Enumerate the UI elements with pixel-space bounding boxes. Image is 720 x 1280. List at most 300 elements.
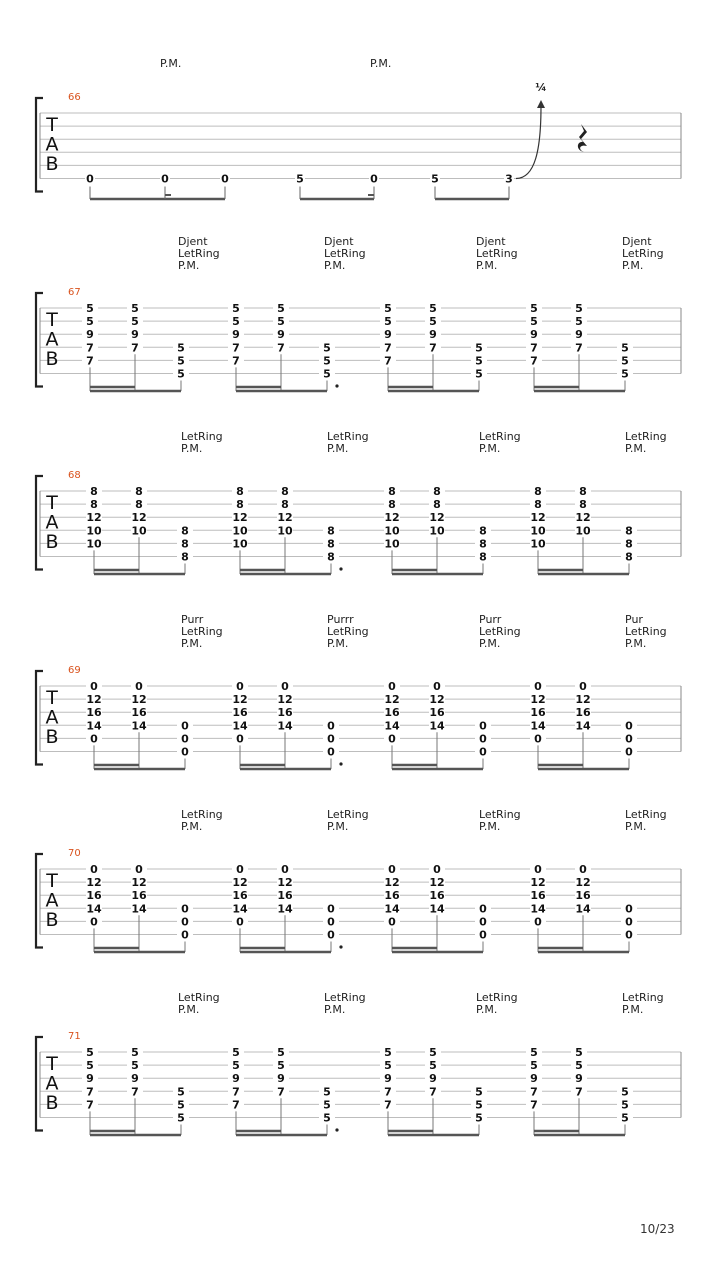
- technique-label: P.M.: [327, 442, 349, 455]
- fret-number: 12: [232, 511, 248, 525]
- fret-number: 7: [277, 1085, 285, 1099]
- technique-label: LetRing: [625, 808, 667, 821]
- tab-clef-letter: B: [45, 348, 59, 370]
- fret-number: 0: [221, 172, 229, 186]
- tab-clef-letter: T: [46, 870, 58, 892]
- technique-label: LetRing: [476, 247, 518, 260]
- technique-label: P.M.: [479, 820, 501, 833]
- technique-label: P.M.: [476, 1003, 498, 1016]
- technique-label: LetRing: [178, 247, 220, 260]
- technique-label: Purr: [479, 613, 502, 626]
- fret-number: 16: [384, 706, 400, 720]
- tab-clef-letter: B: [45, 153, 59, 175]
- dot: [339, 945, 342, 948]
- fret-number: 5: [621, 1111, 629, 1125]
- fret-number: 12: [277, 876, 293, 890]
- fret-number: 12: [530, 511, 546, 525]
- fret-number: 16: [575, 706, 591, 720]
- fret-number: 12: [384, 511, 400, 525]
- technique-label: LetRing: [178, 991, 220, 1004]
- technique-label: LetRing: [181, 808, 223, 821]
- fret-number: 0: [479, 928, 487, 942]
- technique-label: LetRing: [479, 808, 521, 821]
- fret-number: 0: [327, 732, 335, 746]
- fret-number: 16: [429, 889, 445, 903]
- fret-number: 5: [86, 1059, 94, 1073]
- technique-label: LetRing: [327, 430, 369, 443]
- fret-number: 5: [384, 315, 392, 329]
- fret-number: 5: [86, 315, 94, 329]
- fret-number: 5: [86, 1046, 94, 1059]
- fret-number: 0: [181, 732, 189, 746]
- fret-number: 5: [131, 1059, 139, 1073]
- fret-number: 16: [131, 889, 147, 903]
- fret-number: 8: [181, 537, 189, 551]
- technique-label: P.M.: [327, 637, 349, 650]
- fret-number: 9: [530, 328, 538, 342]
- fret-number: 5: [277, 302, 285, 315]
- fret-number: 5: [277, 1059, 285, 1073]
- fret-number: 5: [323, 1098, 331, 1112]
- fret-number: 0: [236, 863, 244, 876]
- fret-number: 5: [575, 302, 583, 315]
- fret-number: 5: [323, 1111, 331, 1125]
- technique-label: LetRing: [476, 991, 518, 1004]
- fret-number: 10: [429, 524, 445, 538]
- fret-number: 0: [161, 172, 169, 186]
- tab-clef-letter: T: [46, 309, 58, 331]
- fret-number: 9: [429, 1072, 437, 1086]
- tab-clef-letter: T: [46, 492, 58, 514]
- fret-number: 10: [384, 537, 400, 551]
- fret-number: 0: [236, 732, 244, 746]
- fret-number: 5: [431, 172, 439, 186]
- fret-number: 16: [86, 706, 102, 720]
- fret-number: 0: [625, 902, 633, 916]
- fret-number: 7: [384, 1098, 392, 1112]
- fret-number: 0: [625, 719, 633, 733]
- fret-number: 14: [530, 902, 546, 916]
- fret-number: 8: [236, 485, 244, 498]
- fret-number: 14: [277, 902, 293, 916]
- fret-number: 8: [534, 498, 542, 512]
- technique-label: P.M.: [625, 637, 647, 650]
- fret-number: 5: [530, 302, 538, 315]
- tab-clef-letter: A: [45, 706, 59, 729]
- technique-label: P.M.: [327, 820, 349, 833]
- fret-number: 0: [534, 732, 542, 746]
- fret-number: 7: [232, 341, 240, 355]
- fret-number: 16: [384, 889, 400, 903]
- fret-number: 0: [327, 915, 335, 929]
- fret-number: 7: [575, 341, 583, 355]
- fret-number: 5: [475, 1111, 483, 1125]
- fret-number: 5: [575, 315, 583, 329]
- fret-number: 0: [236, 680, 244, 693]
- fret-number: 8: [90, 485, 98, 498]
- fret-number: 0: [625, 732, 633, 746]
- measure-number: 67: [68, 287, 81, 298]
- fret-number: 0: [534, 863, 542, 876]
- fret-number: 14: [86, 719, 102, 733]
- fret-number: 7: [232, 1098, 240, 1112]
- bend-curve: [516, 106, 541, 179]
- fret-number: 7: [575, 1085, 583, 1099]
- fret-number: 5: [277, 315, 285, 329]
- fret-number: 12: [384, 876, 400, 890]
- fret-number: 5: [177, 367, 185, 381]
- fret-number: 10: [530, 537, 546, 551]
- technique-label: P.M.: [625, 820, 647, 833]
- fret-number: 0: [86, 172, 94, 186]
- bend-amount: ¼: [535, 81, 547, 94]
- fret-number: 7: [429, 341, 437, 355]
- fret-number: 16: [530, 889, 546, 903]
- fret-number: 14: [232, 902, 248, 916]
- fret-number: 7: [530, 1085, 538, 1099]
- fret-number: 0: [327, 902, 335, 916]
- fret-number: 0: [479, 732, 487, 746]
- fret-number: 10: [131, 524, 147, 538]
- fret-number: 5: [177, 354, 185, 368]
- fret-number: 8: [433, 498, 441, 512]
- fret-number: 8: [388, 485, 396, 498]
- tab-clef-letter: A: [45, 889, 59, 912]
- fret-number: 5: [232, 1046, 240, 1059]
- fret-number: 0: [327, 745, 335, 759]
- fret-number: 0: [625, 928, 633, 942]
- fret-number: 5: [232, 315, 240, 329]
- fret-number: 5: [323, 1085, 331, 1099]
- fret-number: 12: [575, 693, 591, 707]
- measure-number: 68: [68, 470, 81, 481]
- fret-number: 5: [86, 302, 94, 315]
- fret-number: 12: [575, 876, 591, 890]
- fret-number: 16: [429, 706, 445, 720]
- fret-number: 8: [479, 537, 487, 551]
- dot: [339, 762, 342, 765]
- fret-number: 5: [621, 354, 629, 368]
- fret-number: 5: [177, 1085, 185, 1099]
- fret-number: 0: [534, 915, 542, 929]
- fret-number: 0: [433, 680, 441, 693]
- fret-number: 10: [232, 524, 248, 538]
- fret-number: 0: [281, 863, 289, 876]
- fret-number: 7: [86, 341, 94, 355]
- tab-clef-letter: A: [45, 511, 59, 534]
- fret-number: 7: [232, 354, 240, 368]
- fret-number: 8: [327, 537, 335, 551]
- fret-number: 14: [530, 719, 546, 733]
- fret-number: 10: [384, 524, 400, 538]
- fret-number: 8: [90, 498, 98, 512]
- technique-label: LetRing: [625, 625, 667, 638]
- fret-number: 9: [277, 328, 285, 342]
- technique-label: Pur: [625, 613, 643, 626]
- fret-number: 8: [579, 485, 587, 498]
- technique-label: LetRing: [625, 430, 667, 443]
- fret-number: 16: [575, 889, 591, 903]
- measure-number: 70: [68, 848, 81, 859]
- fret-number: 0: [479, 719, 487, 733]
- technique-label: P.M.: [622, 259, 644, 272]
- fret-number: 14: [232, 719, 248, 733]
- fret-number: 0: [181, 915, 189, 929]
- fret-number: 0: [479, 902, 487, 916]
- fret-number: 8: [327, 550, 335, 564]
- fret-number: 16: [131, 706, 147, 720]
- fret-number: 5: [177, 1098, 185, 1112]
- fret-number: 14: [131, 719, 147, 733]
- fret-number: 0: [625, 915, 633, 929]
- fret-number: 5: [530, 1059, 538, 1073]
- fret-number: 16: [232, 889, 248, 903]
- fret-number: 7: [131, 341, 139, 355]
- fret-number: 7: [131, 1085, 139, 1099]
- fret-number: 9: [131, 1072, 139, 1086]
- fret-number: 5: [177, 1111, 185, 1125]
- technique-label: P.M.: [324, 1003, 346, 1016]
- fret-number: 0: [433, 863, 441, 876]
- fret-number: 9: [232, 328, 240, 342]
- technique-label: LetRing: [181, 430, 223, 443]
- fret-number: 0: [579, 863, 587, 876]
- fret-number: 0: [327, 928, 335, 942]
- fret-number: 12: [86, 693, 102, 707]
- fret-number: 0: [388, 732, 396, 746]
- technique-label: LetRing: [479, 625, 521, 638]
- technique-label: LetRing: [622, 991, 664, 1004]
- fret-number: 7: [232, 1085, 240, 1099]
- fret-number: 8: [534, 485, 542, 498]
- fret-number: 12: [575, 511, 591, 525]
- technique-label: LetRing: [324, 247, 366, 260]
- fret-number: 5: [232, 1059, 240, 1073]
- fret-number: 5: [429, 315, 437, 329]
- fret-number: 8: [135, 485, 143, 498]
- fret-number: 12: [277, 511, 293, 525]
- fret-number: 14: [384, 902, 400, 916]
- technique-label: P.M.: [178, 259, 200, 272]
- fret-number: 9: [384, 328, 392, 342]
- fret-number: 0: [90, 915, 98, 929]
- technique-label: LetRing: [327, 625, 369, 638]
- fret-number: 8: [281, 485, 289, 498]
- technique-label: P.M.: [181, 442, 203, 455]
- fret-number: 5: [621, 1098, 629, 1112]
- fret-number: 0: [625, 745, 633, 759]
- fret-number: 7: [530, 1098, 538, 1112]
- fret-number: 5: [475, 367, 483, 381]
- fret-number: 3: [505, 172, 513, 186]
- technique-label: LetRing: [327, 808, 369, 821]
- fret-number: 14: [575, 902, 591, 916]
- quarter-rest-icon: [578, 124, 587, 152]
- fret-number: 0: [90, 680, 98, 693]
- fret-number: 5: [323, 341, 331, 355]
- fret-number: 0: [90, 863, 98, 876]
- fret-number: 14: [429, 719, 445, 733]
- fret-number: 5: [131, 1046, 139, 1059]
- fret-number: 0: [370, 172, 378, 186]
- fret-number: 0: [90, 732, 98, 746]
- fret-number: 5: [475, 341, 483, 355]
- fret-number: 14: [384, 719, 400, 733]
- fret-number: 5: [429, 302, 437, 315]
- palm-mute-label: P.M.: [160, 57, 182, 70]
- fret-number: 14: [277, 719, 293, 733]
- fret-number: 5: [475, 1085, 483, 1099]
- fret-number: 8: [281, 498, 289, 512]
- fret-number: 7: [530, 341, 538, 355]
- bend-arrowhead: [537, 100, 545, 108]
- fret-number: 8: [433, 485, 441, 498]
- fret-number: 0: [135, 680, 143, 693]
- technique-label: P.M.: [181, 820, 203, 833]
- fret-number: 8: [479, 550, 487, 564]
- tab-clef-letter: T: [46, 114, 58, 136]
- technique-label: P.M.: [476, 259, 498, 272]
- fret-number: 0: [236, 915, 244, 929]
- fret-number: 5: [384, 302, 392, 315]
- fret-number: 9: [232, 1072, 240, 1086]
- tab-clef-letter: B: [45, 909, 59, 931]
- fret-number: 5: [575, 1046, 583, 1059]
- dot: [339, 567, 342, 570]
- fret-number: 12: [530, 876, 546, 890]
- fret-number: 0: [281, 680, 289, 693]
- fret-number: 9: [429, 328, 437, 342]
- tab-clef-letter: A: [45, 133, 59, 156]
- fret-number: 0: [479, 745, 487, 759]
- technique-label: P.M.: [625, 442, 647, 455]
- technique-label: P.M.: [178, 1003, 200, 1016]
- fret-number: 9: [86, 328, 94, 342]
- fret-number: 12: [131, 693, 147, 707]
- fret-number: 14: [86, 902, 102, 916]
- fret-number: 0: [479, 915, 487, 929]
- fret-number: 12: [429, 693, 445, 707]
- fret-number: 0: [181, 719, 189, 733]
- fret-number: 14: [575, 719, 591, 733]
- fret-number: 5: [323, 367, 331, 381]
- technique-label: LetRing: [622, 247, 664, 260]
- technique-label: Djent: [178, 235, 208, 248]
- technique-label: Purr: [181, 613, 204, 626]
- fret-number: 9: [575, 328, 583, 342]
- fret-number: 5: [475, 1098, 483, 1112]
- fret-number: 0: [534, 680, 542, 693]
- fret-number: 10: [530, 524, 546, 538]
- technique-label: P.M.: [479, 442, 501, 455]
- tab-clef-letter: A: [45, 328, 59, 351]
- technique-label: P.M.: [622, 1003, 644, 1016]
- fret-number: 7: [277, 341, 285, 355]
- fret-number: 0: [327, 719, 335, 733]
- measure-number: 66: [68, 92, 81, 103]
- technique-label: LetRing: [181, 625, 223, 638]
- fret-number: 16: [232, 706, 248, 720]
- technique-label: Djent: [476, 235, 506, 248]
- fret-number: 8: [181, 550, 189, 564]
- fret-number: 0: [181, 745, 189, 759]
- fret-number: 0: [181, 902, 189, 916]
- fret-number: 5: [277, 1046, 285, 1059]
- fret-number: 8: [625, 537, 633, 551]
- technique-label: Purrr: [327, 613, 354, 626]
- fret-number: 16: [277, 706, 293, 720]
- tab-clef-letter: A: [45, 1072, 59, 1095]
- fret-number: 5: [384, 1046, 392, 1059]
- fret-number: 0: [388, 863, 396, 876]
- fret-number: 0: [388, 680, 396, 693]
- tab-clef-letter: B: [45, 726, 59, 748]
- fret-number: 7: [530, 354, 538, 368]
- fret-number: 10: [86, 537, 102, 551]
- fret-number: 7: [384, 1085, 392, 1099]
- fret-number: 5: [131, 302, 139, 315]
- fret-number: 9: [530, 1072, 538, 1086]
- fret-number: 16: [277, 889, 293, 903]
- fret-number: 12: [86, 511, 102, 525]
- fret-number: 7: [384, 354, 392, 368]
- fret-number: 8: [236, 498, 244, 512]
- measure-number: 69: [68, 665, 81, 676]
- fret-number: 9: [131, 328, 139, 342]
- fret-number: 5: [429, 1059, 437, 1073]
- fret-number: 9: [575, 1072, 583, 1086]
- fret-number: 14: [429, 902, 445, 916]
- fret-number: 8: [625, 550, 633, 564]
- fret-number: 5: [530, 1046, 538, 1059]
- fret-number: 7: [86, 354, 94, 368]
- fret-number: 12: [232, 876, 248, 890]
- fret-number: 0: [135, 863, 143, 876]
- technique-label: P.M.: [479, 637, 501, 650]
- fret-number: 16: [86, 889, 102, 903]
- fret-number: 5: [323, 354, 331, 368]
- fret-number: 10: [277, 524, 293, 538]
- fret-number: 5: [621, 367, 629, 381]
- palm-mute-label: P.M.: [370, 57, 392, 70]
- fret-number: 5: [475, 354, 483, 368]
- fret-number: 16: [530, 706, 546, 720]
- fret-number: 12: [429, 511, 445, 525]
- technique-label: P.M.: [324, 259, 346, 272]
- fret-number: 12: [131, 876, 147, 890]
- fret-number: 9: [86, 1072, 94, 1086]
- fret-number: 12: [86, 876, 102, 890]
- technique-label: LetRing: [479, 430, 521, 443]
- fret-number: 12: [429, 876, 445, 890]
- fret-number: 7: [384, 341, 392, 355]
- fret-number: 5: [429, 1046, 437, 1059]
- fret-number: 8: [388, 498, 396, 512]
- fret-number: 5: [232, 302, 240, 315]
- fret-number: 5: [296, 172, 304, 186]
- fret-number: 5: [530, 315, 538, 329]
- tab-clef-letter: T: [46, 1053, 58, 1075]
- technique-label: P.M.: [181, 637, 203, 650]
- fret-number: 5: [621, 341, 629, 355]
- fret-number: 8: [135, 498, 143, 512]
- fret-number: 9: [277, 1072, 285, 1086]
- fret-number: 0: [181, 928, 189, 942]
- fret-number: 8: [327, 524, 335, 538]
- fret-number: 7: [86, 1098, 94, 1112]
- dot: [335, 1128, 338, 1131]
- fret-number: 12: [277, 693, 293, 707]
